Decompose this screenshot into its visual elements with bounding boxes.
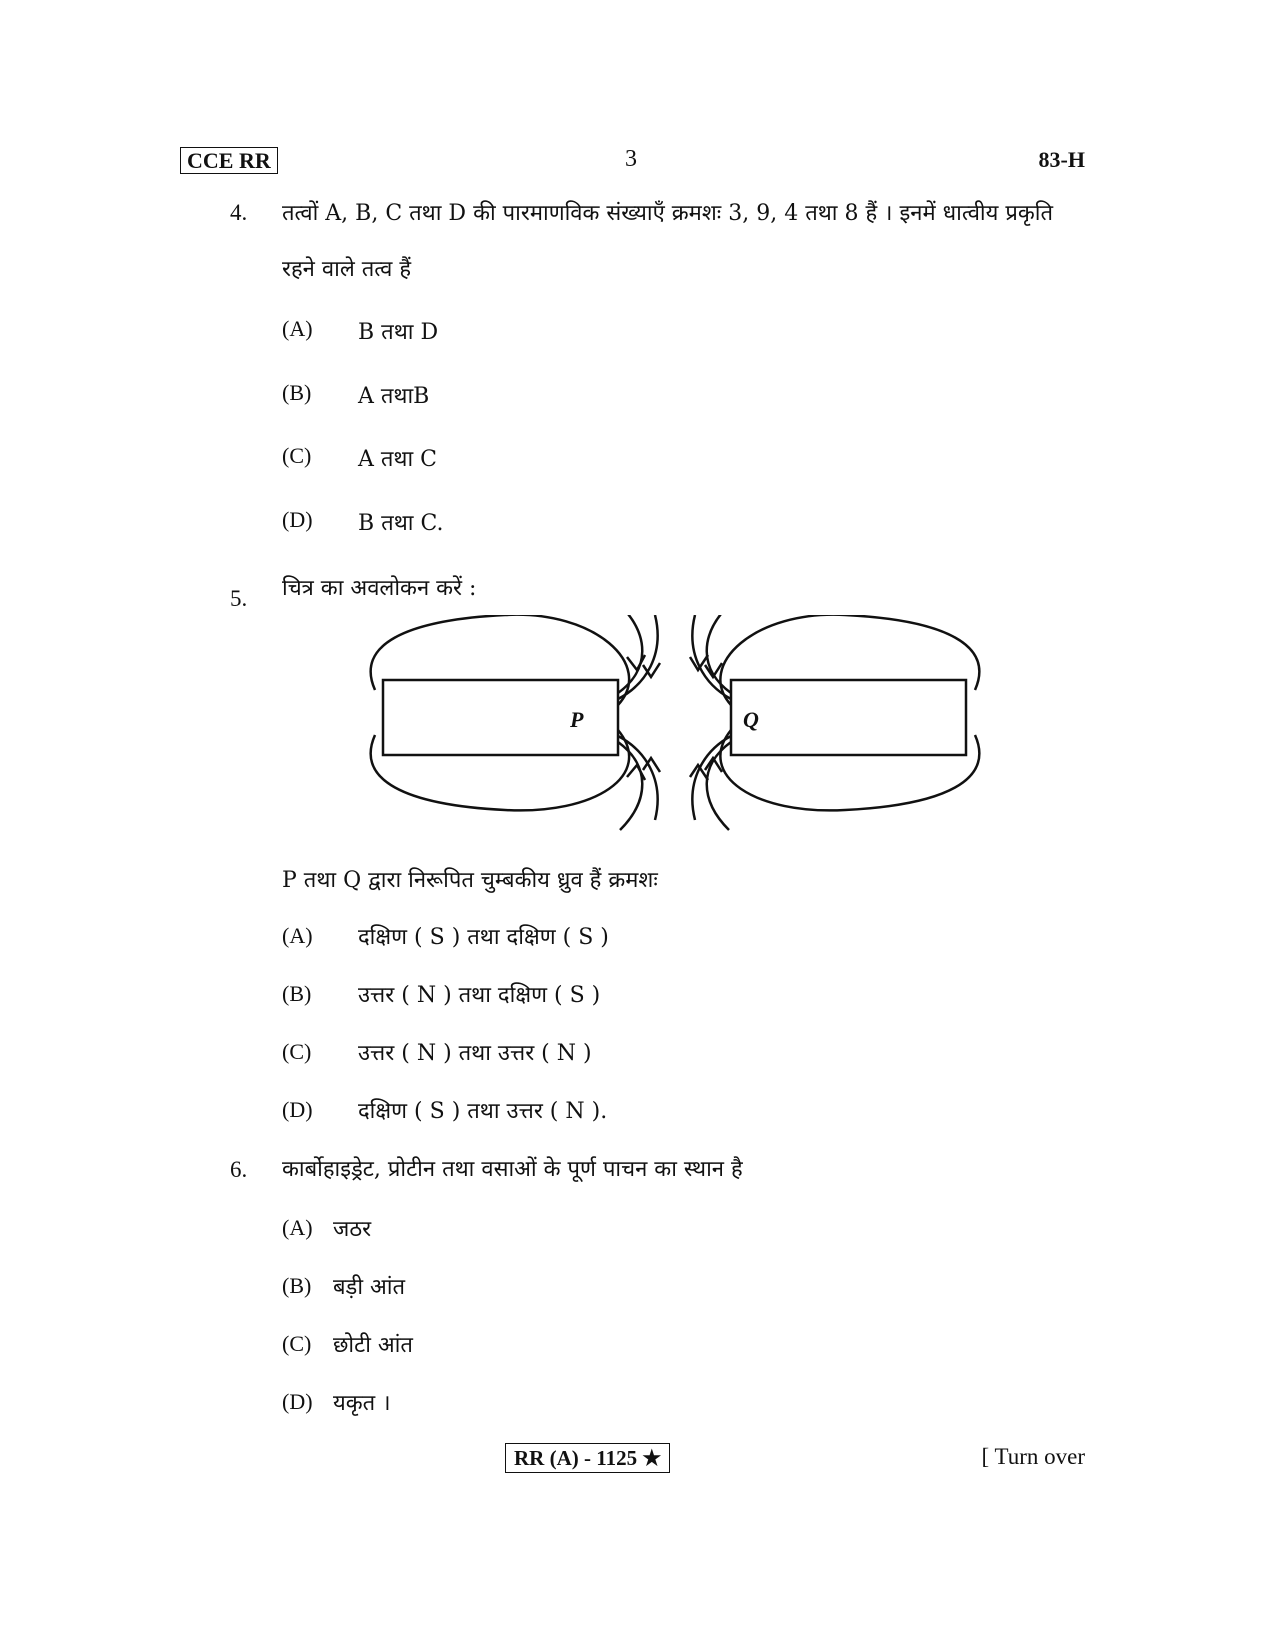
q6-option-b-label: (B)	[282, 1273, 312, 1298]
question-6-number: 6.	[230, 1157, 248, 1182]
q6-option-d-label: (D)	[282, 1389, 313, 1414]
q6-option-b-text: बड़ी आंत	[333, 1275, 406, 1300]
turn-over-note: [ Turn over	[981, 1444, 1085, 1469]
q6-option-d-text: यकृत ।	[333, 1391, 391, 1416]
q5-option-a-text: दक्षिण ( S ) तथा दक्षिण ( S )	[358, 925, 609, 950]
q5-option-a-label: (A)	[282, 923, 313, 948]
question-4-text: तत्वों A, B, C तथा D की पारमाणविक संख्याएँ क्रमशः 3, 9, 4 तथा 8 हैं । इनमें धात्वीय प्रकृति रहने वाले तत्व हैं	[282, 201, 1054, 282]
q5-option-b-label: (B)	[282, 981, 312, 1006]
question-4-number: 4.	[230, 200, 248, 225]
page-number: 3	[625, 146, 637, 172]
field-line-q-bottom-inner	[707, 742, 731, 830]
magnet-q-label: Q	[743, 707, 759, 732]
field-line-p-top-outer	[371, 615, 629, 705]
q5-option-c-text: उत्तर ( N ) तथा उत्तर ( N )	[358, 1041, 592, 1066]
question-5-text: चित्र का अवलोकन करें :	[282, 576, 477, 601]
field-line-p-top-inner	[618, 615, 642, 693]
q6-option-c-text: छोटी आंत	[333, 1333, 413, 1358]
magnet-q-bar	[731, 680, 966, 755]
q4-option-c-label: (C)	[282, 443, 312, 468]
arrowhead-q-top-1	[690, 655, 708, 670]
q4-option-d-text: B तथा C.	[358, 511, 444, 536]
q5-option-c-label: (C)	[282, 1039, 312, 1064]
q6-option-a-text: जठर	[333, 1217, 372, 1242]
header-code-box: CCE RR	[180, 147, 278, 174]
q4-option-a-text: B तथा D	[358, 320, 439, 345]
question-6-text: कार्बोहाइड्रेट, प्रोटीन तथा वसाओं के पूर्ण पाचन का स्थान है	[282, 1157, 743, 1182]
q4-option-a-label: (A)	[282, 316, 313, 341]
q4-option-c-text: A तथा C	[358, 447, 438, 472]
q6-option-a-label: (A)	[282, 1215, 313, 1240]
magnet-p-label: P	[570, 707, 584, 732]
field-line-q-bottom-outer	[720, 730, 979, 810]
q4-option-b-text: A तथाB	[358, 384, 430, 409]
footer-code-box: RR (A) - 1125 ★	[505, 1443, 670, 1473]
question-5-subtext: P तथा Q द्वारा निरूपित चुम्बकीय ध्रुव हैं क्रमशः	[282, 868, 658, 893]
q4-option-d-label: (D)	[282, 507, 313, 532]
q5-option-b-text: उत्तर ( N ) तथा दक्षिण ( S )	[358, 983, 601, 1008]
bar-magnets-field-diagram	[365, 615, 995, 845]
field-line-q-top-outer	[720, 615, 979, 705]
question-5-number: 5.	[230, 586, 248, 611]
q5-option-d-label: (D)	[282, 1097, 313, 1122]
q5-option-d-text: दक्षिण ( S ) तथा उत्तर ( N ).	[358, 1099, 608, 1124]
field-line-p-bottom-outer	[371, 730, 629, 810]
q6-option-c-label: (C)	[282, 1331, 312, 1356]
q4-option-b-label: (B)	[282, 380, 312, 405]
paper-code: 83-H	[1038, 147, 1085, 172]
arrowhead-q-bottom-1	[690, 765, 708, 780]
arrowhead-q-top-2	[705, 663, 722, 677]
